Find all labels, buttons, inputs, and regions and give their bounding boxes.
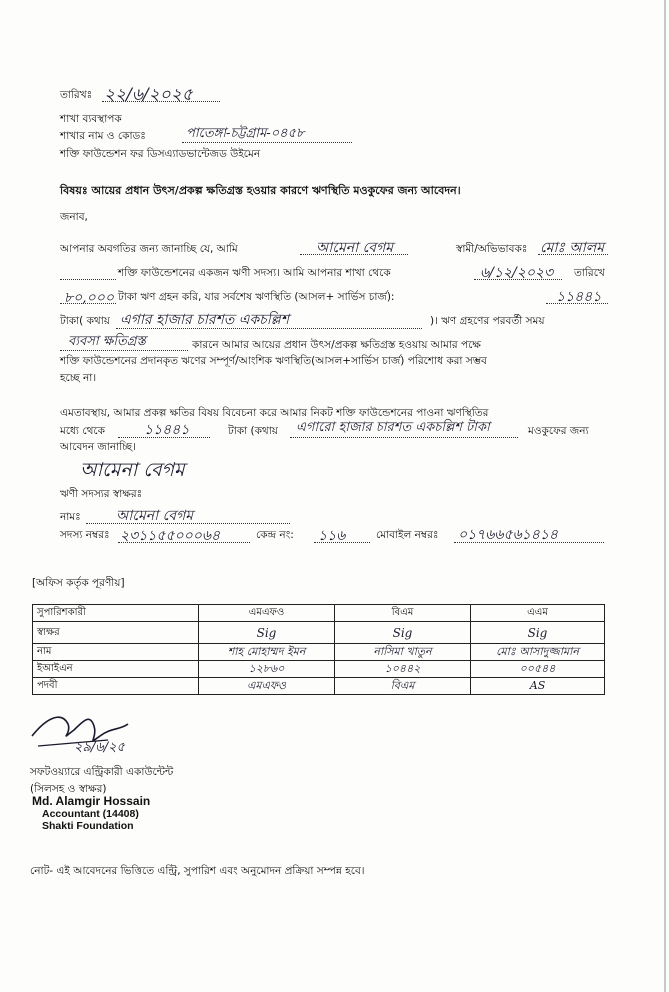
p2-d: মওকুফের জন্য	[528, 425, 589, 437]
table-cell	[471, 644, 605, 661]
table-cell	[199, 678, 335, 695]
member-dots	[118, 542, 250, 543]
loan-amount: ৮০,০০০	[64, 290, 114, 306]
cell-value: নাসিমা খাতুন	[373, 645, 432, 658]
applicant-signature: আমেনা বেগম	[80, 459, 185, 481]
salutation: জনাব,	[60, 211, 88, 223]
table-row	[33, 622, 605, 644]
table-cell	[199, 644, 335, 661]
cell-value: ১২৮৬০	[248, 662, 285, 675]
p2-c: টাকা (কথায়	[228, 425, 278, 437]
branch-label: শাখার নাম ও কোডঃ	[60, 130, 146, 142]
table-cell	[199, 622, 335, 644]
accountant-date: ২৯/৬/২৫	[74, 740, 125, 755]
table-cell	[335, 678, 471, 695]
waive-words: এগারো হাজার চারশত একচল্লিশ টাকা	[296, 420, 490, 435]
balance-amount: ১১৪৪১	[556, 289, 602, 305]
p1-d: তারিখে	[574, 267, 605, 279]
p2-e: আবেদন জানাচ্ছি।	[60, 441, 136, 453]
p1-a: আপনার অবগতির জন্য জানাচ্ছি যে, আমি	[60, 243, 238, 255]
name-label: নামঃ	[60, 511, 81, 523]
stamp-role: Accountant (14408)	[42, 808, 139, 820]
p1-lead-dots	[60, 279, 116, 280]
p1-e: টাকা ঋণ গ্রহন করি, যার সর্বশেষ ঋণস্থিতি (আসল+ সার্ভিস চার্জ):	[118, 291, 395, 303]
table-cell	[335, 661, 471, 678]
loan-amount-dots	[60, 303, 116, 304]
signature-scribble: Sig	[392, 625, 413, 640]
p2-b: মধ্যে থেকে	[60, 425, 105, 437]
center-dots	[314, 542, 370, 543]
center-label: কেন্দ্র নং:	[256, 529, 294, 541]
p1-h: কারনে আমার আয়ের প্রধান উৎস/প্রকল্প ক্ষতিগ্রস্ত হওয়ায় আমার পক্ষে	[192, 339, 481, 351]
waive-amount: ১১৪৪১	[144, 422, 190, 438]
stamp-name: Md. Alamgir Hossain	[32, 794, 151, 808]
member-value: ২৩১১৫৫০০০৬৪	[120, 528, 221, 544]
table-cell	[471, 661, 605, 678]
applicant-dots	[300, 254, 408, 255]
subject: বিষয়ঃ আয়ের প্রধান উৎস/প্রকল্প ক্ষতিগ্রস্ত হওয়ার কারণে ঋণস্থিতি মওকুফের জন্য আবেদন।	[60, 184, 461, 197]
balance-words: এগার হাজার চারশত একচল্লিশ	[120, 312, 289, 328]
date-label: তারিখঃ	[60, 89, 93, 101]
mobile-value: ০১৭৬৬৫৬১৪১৪	[458, 527, 559, 543]
accountant-title: সফটওয়্যারে এন্ট্রিকারী একাউন্টেন্ট	[30, 766, 174, 778]
p1-g: )। ঋণ গ্রহণের পরবর্তী সময়	[430, 315, 545, 327]
table-header-cell: সুপারিশকারী	[33, 605, 199, 622]
mobile-dots	[454, 542, 604, 543]
date-value: ২২/৬/২০২৫	[104, 85, 193, 105]
office-table	[32, 604, 605, 695]
office-title: [অফিস কর্তৃক পূরণীয়]	[32, 577, 125, 589]
table-cell	[471, 622, 605, 644]
page-right-edge	[664, 0, 666, 992]
cell-value: ০০৫৪৪	[519, 662, 556, 675]
guardian-name: মোঃ আলম	[540, 240, 604, 256]
cell-value: ১০৪৪২	[384, 662, 421, 675]
cell-value: AS	[529, 679, 546, 692]
p1-f: টাকা( কথায়	[60, 315, 110, 327]
waive-words-dots	[290, 437, 518, 438]
loan-date: ৬/১২/২০২৩	[480, 265, 554, 281]
recipient-line1: শাখা ব্যবস্থাপক	[60, 113, 122, 125]
table-cell	[471, 678, 605, 695]
table-cell	[335, 644, 471, 661]
waive-amount-dots	[118, 437, 210, 438]
row-label: নাম	[33, 644, 199, 661]
row-label: পদবী	[33, 678, 199, 695]
balance-dots	[546, 303, 608, 304]
branch-value: পাতেঙ্গা-চট্টগ্রাম-০৪৫৮	[186, 126, 305, 141]
p1-b: স্বামী/অভিভাবকঃ	[456, 243, 528, 255]
table-header-row	[33, 605, 605, 622]
row-label: ইআইএন	[33, 661, 199, 678]
seal-note: (সিলসহ ও স্বাক্ষর)	[30, 783, 107, 795]
date-dots	[102, 101, 220, 102]
row-label: স্বাক্ষর	[33, 622, 199, 644]
table-cell	[199, 661, 335, 678]
mobile-label: মোবাইল নম্বরঃ	[376, 529, 439, 541]
table-header-cell: এএম	[471, 605, 605, 622]
applicant-name: আমেনা বেগম	[316, 240, 394, 256]
cell-value: শাহ মোহাম্মদ ইমন	[227, 645, 306, 658]
signature-scribble: Sig	[256, 625, 277, 640]
table-row	[33, 678, 605, 695]
p2-a: এমতাবস্থায়, আমার প্রকল্প ক্ষতির বিষয় বিবেচনা করে আমার নিকট শক্তি ফাউন্ডেশনের পাওনা ঋণস্থিতির	[60, 407, 489, 419]
loan-date-dots	[474, 279, 562, 280]
balance-words-dots	[116, 328, 422, 329]
table-header-cell: এমএফও	[199, 605, 335, 622]
branch-dots	[182, 142, 352, 143]
cell-value: মোঃ আসাদুজ্জামান	[496, 645, 579, 658]
footer-note: নোট- এই আবেদনের ভিত্তিতে এন্ট্রি, সুপারিশ এবং অনুমোদন প্রক্রিয়া সম্পন্ন হবে।	[30, 865, 365, 877]
guardian-dots	[538, 254, 608, 255]
center-value: ১১৬	[318, 528, 346, 544]
reason-dots	[60, 350, 188, 351]
member-label: সদস্য নম্বরঃ	[60, 529, 110, 541]
table-header-cell: বিএম	[335, 605, 471, 622]
name-value: আমেনা বেগম	[116, 508, 194, 524]
table-cell	[335, 622, 471, 644]
p1-i: শক্তি ফাউন্ডেশনের প্রদানকৃত ঋণের সম্পূর্ণ/আংশিক ঋণস্থিতি(আসল+সার্ভিস চার্জ) পরিশোধ করা সম্ভব	[60, 355, 487, 367]
signature-scribble: Sig	[527, 625, 548, 640]
sig-label: ঋণী সদস্যর স্বাক্ষরঃ	[60, 488, 143, 500]
stamp-org: Shakti Foundation	[42, 820, 134, 832]
recipient-line3: শক্তি ফাউন্ডেশন ফর ডিসএ্যাডভান্টেজড উইমেন	[60, 148, 261, 160]
reason: ব্যবসা ক্ষতিগ্রস্ত	[68, 334, 146, 349]
p1-c: শক্তি ফাউন্ডেশনের একজন ঋণী সদস্য। আমি আপনার শাখা থেকে	[118, 267, 391, 279]
cell-value: এমএফও	[247, 679, 286, 692]
table-row	[33, 644, 605, 661]
p1-j: হচ্ছে না।	[60, 372, 97, 384]
cell-value: বিএম	[390, 679, 415, 692]
table-row	[33, 661, 605, 678]
